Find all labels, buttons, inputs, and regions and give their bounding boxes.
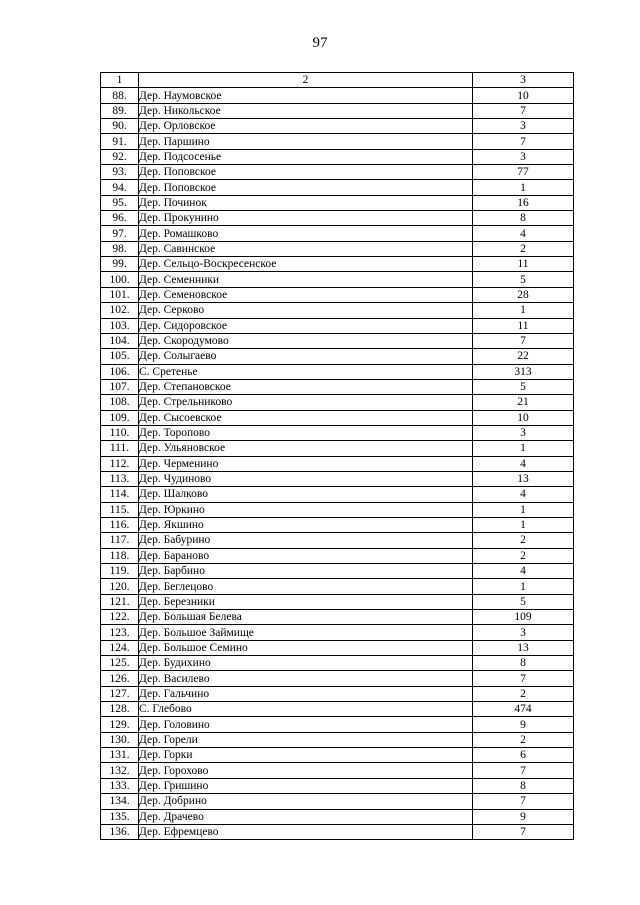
table-row [101,548,574,563]
settlement-name-cell: Дер. Скородумово [139,333,473,348]
quantity-cell: 9 [473,809,574,824]
table-row [101,180,574,195]
settlement-name-cell: Дер. Будихино [139,656,473,671]
table-header-row [101,73,574,88]
table-row [101,364,574,379]
quantity-cell: 1 [473,517,574,532]
quantity-cell: 2 [473,241,574,256]
row-number-cell: 128. [101,702,139,717]
row-number-cell: 100. [101,272,139,287]
settlement-name-cell: Дер. Поповское [139,165,473,180]
settlement-name-cell: Дер. Степановское [139,379,473,394]
row-number-cell: 102. [101,303,139,318]
table-row [101,425,574,440]
quantity-cell: 2 [473,548,574,563]
table-row [101,471,574,486]
quantity-cell: 7 [473,103,574,118]
quantity-cell: 11 [473,318,574,333]
quantity-cell: 77 [473,165,574,180]
row-number-cell: 127. [101,686,139,701]
quantity-cell: 13 [473,640,574,655]
quantity-cell: 5 [473,594,574,609]
table-row [101,763,574,778]
quantity-cell: 28 [473,287,574,302]
page-number: 97 [312,35,328,51]
quantity-cell: 16 [473,195,574,210]
table-row [101,395,574,410]
row-number-cell: 118. [101,548,139,563]
quantity-cell: 9 [473,717,574,732]
quantity-cell: 1 [473,579,574,594]
row-number-cell: 93. [101,165,139,180]
quantity-cell: 2 [473,732,574,747]
row-number-cell: 98. [101,241,139,256]
settlement-name-cell: С. Глебово [139,702,473,717]
table-row [101,257,574,272]
quantity-cell: 1 [473,303,574,318]
row-number-cell: 99. [101,257,139,272]
settlement-name-cell: Дер. Ефремцево [139,824,473,839]
row-number-cell: 90. [101,119,139,134]
quantity-cell: 2 [473,533,574,548]
table-row [101,103,574,118]
row-number-cell: 117. [101,533,139,548]
table-row [101,517,574,532]
row-number-cell: 134. [101,794,139,809]
table-row [101,272,574,287]
table-row [101,134,574,149]
quantity-cell: 313 [473,364,574,379]
table-row [101,379,574,394]
row-number-cell: 116. [101,517,139,532]
row-number-cell: 126. [101,671,139,686]
row-number-cell: 105. [101,349,139,364]
quantity-cell: 22 [473,349,574,364]
quantity-cell: 13 [473,471,574,486]
settlement-name-cell: Дер. Березники [139,594,473,609]
table-row [101,502,574,517]
quantity-cell: 6 [473,748,574,763]
table-row [101,671,574,686]
table-row [101,303,574,318]
table-row [101,349,574,364]
quantity-cell: 7 [473,134,574,149]
settlement-name-cell: Дер. Бараново [139,548,473,563]
quantity-cell: 3 [473,425,574,440]
quantity-cell: 4 [473,456,574,471]
quantity-cell: 11 [473,257,574,272]
quantity-cell: 21 [473,395,574,410]
column-header-name: 2 [139,73,473,88]
settlements-table [100,72,574,840]
quantity-cell: 1 [473,441,574,456]
table-row [101,686,574,701]
settlement-name-cell: Дер. Сидоровское [139,318,473,333]
settlement-name-cell: Дер. Ульяновское [139,441,473,456]
settlement-name-cell: Дер. Поповское [139,180,473,195]
row-number-cell: 106. [101,364,139,379]
quantity-cell: 5 [473,379,574,394]
table-row [101,195,574,210]
table-row [101,594,574,609]
table-row [101,287,574,302]
row-number-cell: 88. [101,88,139,103]
settlement-name-cell: Дер. Бабурино [139,533,473,548]
settlement-name-cell: Дер. Горели [139,732,473,747]
row-number-cell: 97. [101,226,139,241]
quantity-cell: 7 [473,671,574,686]
table-row [101,732,574,747]
settlement-name-cell: Дер. Паршино [139,134,473,149]
quantity-cell: 5 [473,272,574,287]
row-number-cell: 130. [101,732,139,747]
settlement-name-cell: Дер. Чудиново [139,471,473,486]
settlement-name-cell: Дер. Семенники [139,272,473,287]
quantity-cell: 10 [473,88,574,103]
table-row [101,88,574,103]
row-number-cell: 110. [101,425,139,440]
quantity-cell: 10 [473,410,574,425]
column-header-quantity: 3 [473,73,574,88]
table-row [101,211,574,226]
settlement-name-cell: Дер. Савинское [139,241,473,256]
settlement-name-cell: Дер. Ромашково [139,226,473,241]
settlement-name-cell: Дер. Серково [139,303,473,318]
row-number-cell: 101. [101,287,139,302]
table-row [101,333,574,348]
quantity-cell: 8 [473,211,574,226]
row-number-cell: 124. [101,640,139,655]
table-row [101,165,574,180]
table-row [101,656,574,671]
row-number-cell: 115. [101,502,139,517]
table-row [101,119,574,134]
row-number-cell: 92. [101,149,139,164]
quantity-cell: 4 [473,226,574,241]
column-header-number: 1 [101,73,139,88]
row-number-cell: 133. [101,778,139,793]
table-row [101,625,574,640]
settlement-name-cell: Дер. Василево [139,671,473,686]
row-number-cell: 109. [101,410,139,425]
table-row [101,318,574,333]
table-row [101,149,574,164]
settlement-name-cell: Дер. Наумовское [139,88,473,103]
quantity-cell: 7 [473,763,574,778]
quantity-cell: 3 [473,625,574,640]
table-row [101,579,574,594]
row-number-cell: 108. [101,395,139,410]
row-number-cell: 120. [101,579,139,594]
settlement-name-cell: С. Сретенье [139,364,473,379]
settlement-name-cell: Дер. Подсосенье [139,149,473,164]
quantity-cell: 8 [473,656,574,671]
row-number-cell: 91. [101,134,139,149]
settlement-name-cell: Дер. Большое Займище [139,625,473,640]
table-row [101,456,574,471]
settlement-name-cell: Дер. Солыгаево [139,349,473,364]
row-number-cell: 113. [101,471,139,486]
table-row [101,809,574,824]
quantity-cell: 4 [473,564,574,579]
table-row [101,610,574,625]
settlement-name-cell: Дер. Горохово [139,763,473,778]
settlement-name-cell: Дер. Починок [139,195,473,210]
quantity-cell: 7 [473,794,574,809]
settlement-name-cell: Дер. Черменино [139,456,473,471]
settlement-name-cell: Дер. Стрельниково [139,395,473,410]
quantity-cell: 1 [473,502,574,517]
settlement-name-cell: Дер. Головино [139,717,473,732]
row-number-cell: 114. [101,487,139,502]
settlement-name-cell: Дер. Добрино [139,794,473,809]
table-row [101,702,574,717]
settlement-name-cell: Дер. Большая Белева [139,610,473,625]
settlement-name-cell: Дер. Сысоевское [139,410,473,425]
row-number-cell: 112. [101,456,139,471]
row-number-cell: 94. [101,180,139,195]
row-number-cell: 103. [101,318,139,333]
table-row [101,226,574,241]
quantity-cell: 3 [473,149,574,164]
table-row [101,533,574,548]
settlement-name-cell: Дер. Большое Семино [139,640,473,655]
settlement-name-cell: Дер. Гальчино [139,686,473,701]
row-number-cell: 111. [101,441,139,456]
quantity-cell: 3 [473,119,574,134]
table-row [101,487,574,502]
row-number-cell: 107. [101,379,139,394]
table-row [101,640,574,655]
table-row [101,564,574,579]
quantity-cell: 109 [473,610,574,625]
table-row [101,717,574,732]
settlement-name-cell: Дер. Орловское [139,119,473,134]
row-number-cell: 135. [101,809,139,824]
table-row [101,241,574,256]
settlement-name-cell: Дер. Гришино [139,778,473,793]
quantity-cell: 474 [473,702,574,717]
quantity-cell: 1 [473,180,574,195]
settlement-name-cell: Дер. Юркино [139,502,473,517]
row-number-cell: 96. [101,211,139,226]
settlement-name-cell: Дер. Торопово [139,425,473,440]
settlement-name-cell: Дер. Никольское [139,103,473,118]
quantity-cell: 8 [473,778,574,793]
settlement-name-cell: Дер. Барбино [139,564,473,579]
row-number-cell: 104. [101,333,139,348]
row-number-cell: 123. [101,625,139,640]
table-row [101,824,574,839]
row-number-cell: 119. [101,564,139,579]
settlement-name-cell: Дер. Якшино [139,517,473,532]
quantity-cell: 7 [473,824,574,839]
settlement-name-cell: Дер. Прокунино [139,211,473,226]
table-row [101,410,574,425]
row-number-cell: 129. [101,717,139,732]
settlement-name-cell: Дер. Шалково [139,487,473,502]
quantity-cell: 7 [473,333,574,348]
row-number-cell: 136. [101,824,139,839]
settlement-name-cell: Дер. Семеновское [139,287,473,302]
row-number-cell: 121. [101,594,139,609]
table-body [101,88,574,840]
row-number-cell: 95. [101,195,139,210]
settlement-name-cell: Дер. Горки [139,748,473,763]
quantity-cell: 2 [473,686,574,701]
row-number-cell: 132. [101,763,139,778]
table-row [101,778,574,793]
table-row [101,794,574,809]
table-row [101,748,574,763]
row-number-cell: 89. [101,103,139,118]
settlement-name-cell: Дер. Сельцо-Воскресенское [139,257,473,272]
settlement-name-cell: Дер. Беглецово [139,579,473,594]
table-row [101,441,574,456]
quantity-cell: 4 [473,487,574,502]
row-number-cell: 122. [101,610,139,625]
settlement-name-cell: Дер. Драчево [139,809,473,824]
row-number-cell: 131. [101,748,139,763]
row-number-cell: 125. [101,656,139,671]
